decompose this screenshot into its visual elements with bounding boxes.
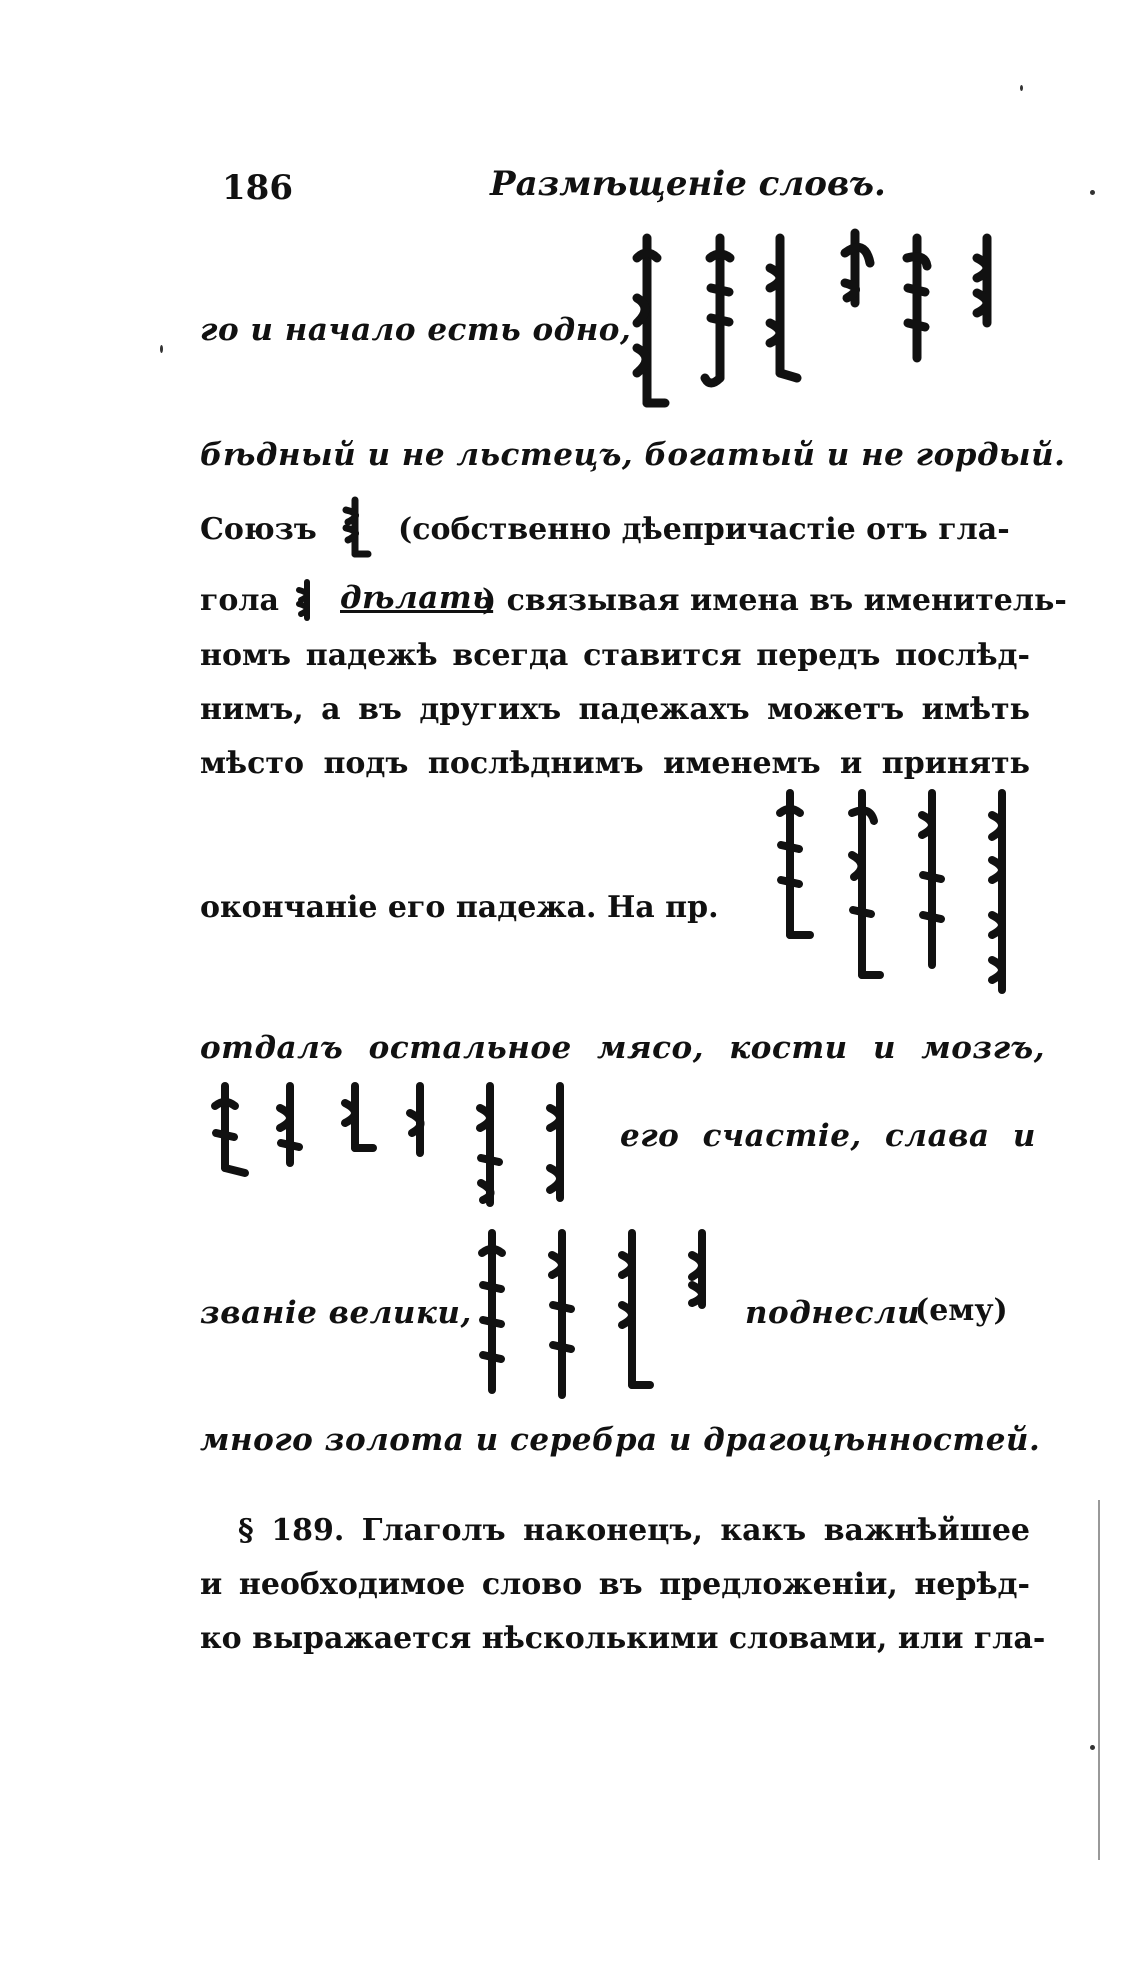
mongolian-word-verb (292, 578, 322, 622)
page-number: 186 (222, 168, 293, 208)
text-line-4-start: гола (200, 583, 279, 618)
text-line-1: го и начало есть одно, (200, 312, 632, 348)
text-line-11-end: (ему) (915, 1293, 1008, 1328)
mongolian-script-block-3 (205, 1078, 605, 1208)
mongolian-word-conjunction (338, 496, 372, 558)
paragraph-189-line-3: ко выражается нѣсколькими словами, или гла- (200, 1621, 1046, 1656)
mongolian-script-block-2 (770, 785, 1030, 1000)
text-line-7: мѣсто подъ послѣднимъ именемъ и принять (200, 746, 1030, 781)
running-title: Размѣщеніе словъ. (490, 164, 886, 204)
text-line-4-end: ) связывая имена въ именитель- (482, 583, 1067, 618)
mongolian-script-block-4 (470, 1225, 730, 1405)
scan-speck (1090, 190, 1095, 195)
text-line-3-end: (собственно дѣепричастіе отъ гла- (398, 512, 1010, 547)
scan-speck (160, 345, 163, 353)
scan-speck (1020, 85, 1023, 91)
text-line-4-term: дѣлать (340, 580, 494, 616)
scan-speck (1090, 1745, 1095, 1750)
text-line-5: номъ падежѣ всегда ставится передъ послѣд- (200, 638, 1030, 673)
text-line-2: бѣдный и не льстецъ, богатый и не гордый. (200, 437, 1066, 473)
text-line-10: его счастіе, слава и (620, 1118, 1036, 1154)
text-line-9: отдалъ остальное мясо, кости и мозгъ, (200, 1030, 1045, 1066)
text-line-3-start: Союзъ (200, 512, 317, 547)
text-line-6: нимъ, а въ другихъ падежахъ можетъ имѣть (200, 692, 1030, 727)
mongolian-script-block-1 (625, 228, 1035, 418)
scan-edge-line (1098, 1500, 1100, 1860)
paragraph-189-line-2: и необходимое слово въ предложеніи, нерѣд- (200, 1567, 1030, 1602)
text-line-12: много золота и серебра и драгоцѣнностей. (200, 1422, 1041, 1458)
text-line-8: окончаніе его падежа. На пр. (200, 890, 719, 925)
text-line-11-start: званіе велики, (200, 1295, 472, 1331)
text-line-11-verb: поднесли (745, 1295, 921, 1331)
paragraph-189-line-1: § 189. Глаголъ наконецъ, какъ важнѣйшее (238, 1513, 1030, 1548)
